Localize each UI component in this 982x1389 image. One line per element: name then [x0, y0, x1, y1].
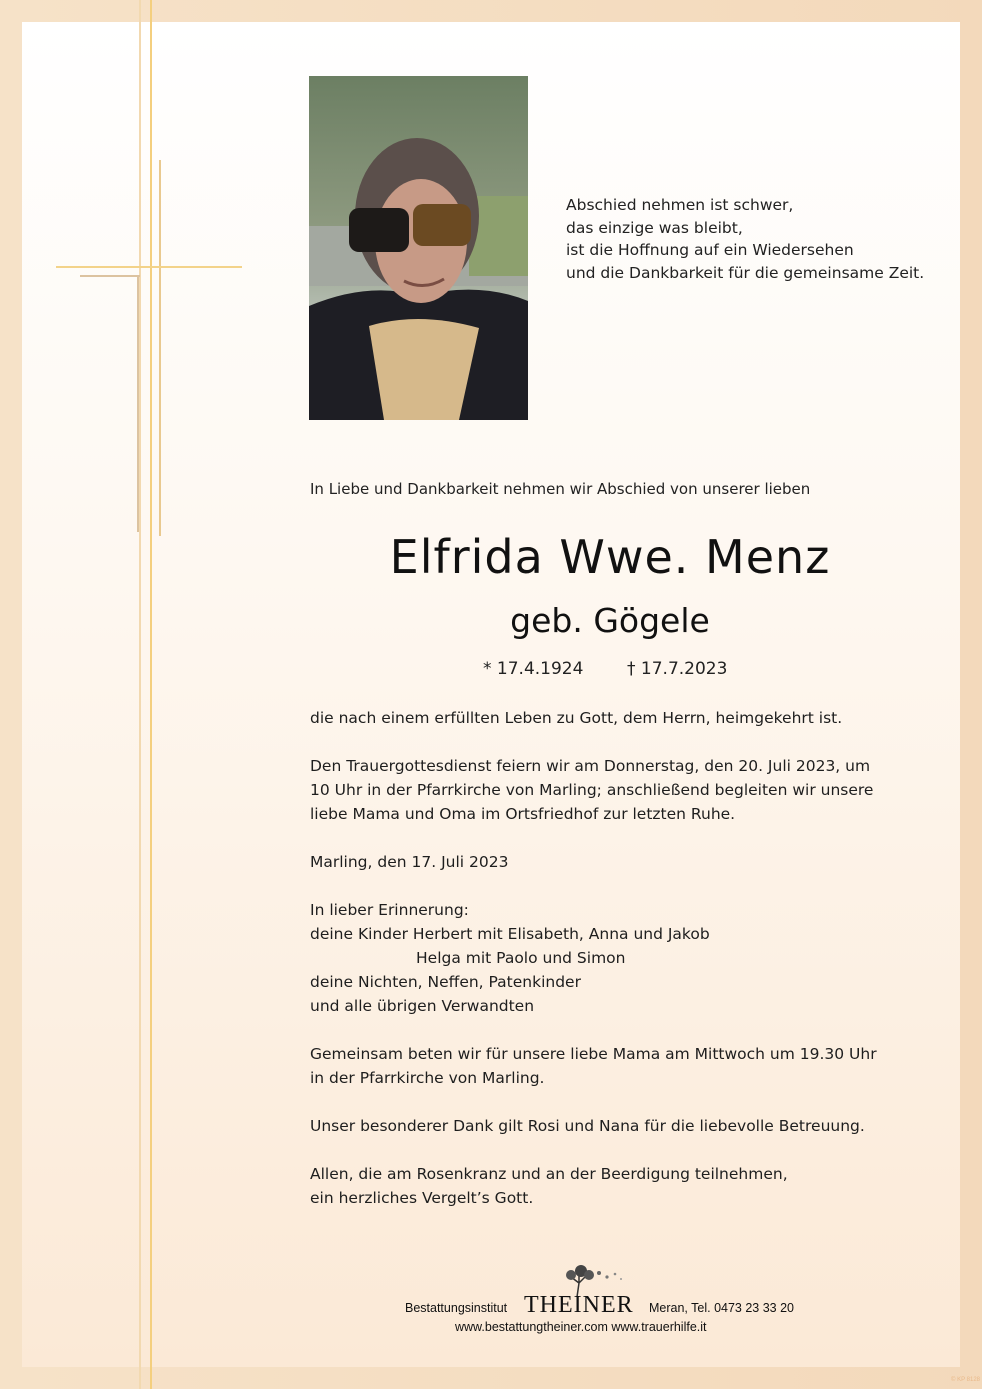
deceased-name: Elfrida Wwe. Menz	[389, 530, 831, 584]
text-line: und alle übrigen Verwandten	[310, 997, 535, 1015]
poem	[566, 194, 966, 284]
text-line: Helga mit Paolo und Simon	[416, 949, 626, 967]
text-line: In lieber Erinnerung:	[310, 901, 469, 919]
paragraph-thanks	[310, 1114, 930, 1138]
paragraph-prayer	[310, 1042, 930, 1090]
mourners-list	[310, 898, 930, 1018]
text-line: liebe Mama und Oma im Ortsfriedhof zur letzten Ruhe.	[310, 805, 736, 823]
footer-label: Bestattungsinstitut	[405, 1301, 508, 1315]
paragraph	[310, 706, 930, 730]
text-line: Unser besonderer Dank gilt Rosi und Nana für die liebevolle Betreuung.	[310, 1117, 865, 1135]
text-line: Gemeinsam beten wir für unsere liebe Mama am Mittwoch um 19.30 Uhr	[310, 1045, 877, 1063]
text-line: deine Nichten, Neffen, Patenkinder	[310, 973, 581, 991]
poem-line: und die Dankbarkeit für die gemeinsame Zeit.	[566, 263, 925, 282]
birth-date: * 17.4.1924	[483, 659, 584, 679]
cross-icon-vertical-shadow	[137, 275, 139, 532]
footer-contact: Meran, Tel. 0473 23 33 20	[649, 1301, 795, 1315]
poem-line: das einzige was bleibt,	[566, 218, 743, 237]
brand-name: THEINER	[524, 1292, 634, 1318]
intro-text: In Liebe und Dankbarkeit nehmen wir Abschied von unserer lieben	[310, 480, 811, 498]
cross-icon-bar-shadow	[80, 275, 140, 277]
text-line: Marling, den 17. Juli 2023	[310, 853, 509, 871]
footer-websites: www.bestattungtheiner.com www.trauerhilfe.it	[455, 1320, 707, 1334]
poem-line: ist die Hoffnung auf ein Wiedersehen	[566, 241, 854, 259]
text-line: Den Trauergottesdienst feiern wir am Donnerstag, den 20. Juli 2023, um	[310, 757, 871, 775]
maiden-name: geb. Gögele	[510, 601, 710, 640]
text-line: 10 Uhr in der Pfarrkirche von Marling; anschließend begleiten wir unsere	[310, 781, 874, 799]
text-line: die nach einem erfüllten Leben zu Gott, dem Herrn, heimgekehrt ist.	[310, 709, 843, 727]
cross-icon-vertical	[159, 160, 161, 536]
death-date: † 17.7.2023	[627, 659, 728, 679]
text-line: in der Pfarrkirche von Marling.	[310, 1069, 545, 1087]
paragraph-closing	[310, 1162, 930, 1210]
portrait-image	[309, 76, 528, 420]
decor-line-left	[139, 0, 141, 1389]
text-line: ein herzliches Vergelt’s Gott.	[310, 1189, 534, 1207]
poem-line: Abschied nehmen ist schwer,	[566, 196, 794, 214]
portrait-photo	[309, 76, 528, 420]
decor-line-gold	[150, 0, 152, 1389]
funeral-home-footer	[405, 1265, 825, 1345]
print-code: © KP 8128	[951, 1377, 980, 1383]
paragraph-service	[310, 754, 930, 826]
notice-body	[310, 706, 930, 1234]
text-line: deine Kinder Herbert mit Elisabeth, Anna und Jakob	[310, 925, 710, 943]
text-line: Allen, die am Rosenkranz und an der Beerdigung teilnehmen,	[310, 1165, 788, 1183]
place-date	[310, 850, 930, 874]
cross-icon-bar	[56, 266, 242, 268]
